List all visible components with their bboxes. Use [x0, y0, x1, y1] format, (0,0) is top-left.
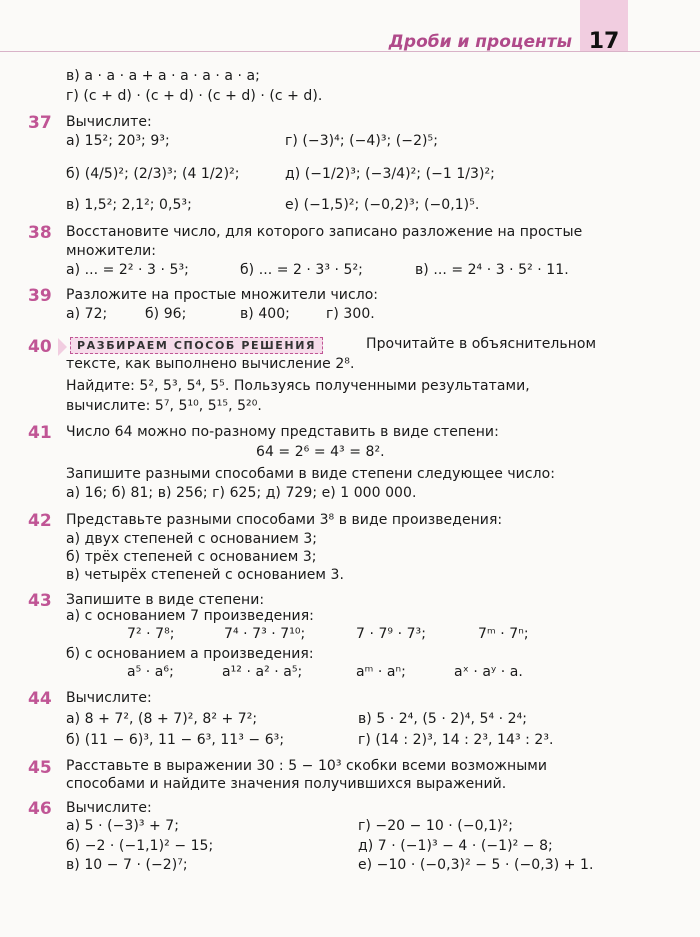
exercise-number: 45 [28, 758, 52, 778]
exercise-number: 38 [28, 223, 52, 243]
text-line: в) 5 · 2⁴, (5 · 2)⁴, 5⁴ · 2⁴; [358, 711, 527, 727]
text-line: aˣ · aʸ · a. [454, 664, 523, 680]
text-line: в) 1,5²; 2,1²; 0,5³; [66, 197, 192, 213]
text-line: 7⁴ · 7³ · 7¹⁰; [224, 626, 306, 642]
text-line: г) (c + d) · (c + d) · (c + d) · (c + d). [66, 88, 323, 104]
text-line: а) 16; б) 81; в) 256; г) 625; д) 729; е) 1 000 000. [66, 485, 417, 501]
exercise-number: 46 [28, 799, 52, 819]
exercise-number: 43 [28, 591, 52, 611]
text-line: в) 400; [240, 306, 290, 322]
text-line: Восстановите число, для которого записано разложение на простые [66, 224, 583, 240]
exercise-number: 41 [28, 423, 52, 443]
exercise-number: 42 [28, 511, 52, 531]
text-line: a⁵ · a⁶; [127, 664, 174, 680]
exercise-number: 39 [28, 286, 52, 306]
text-line: е) (−1,5)²; (−0,2)³; (−0,1)⁵. [285, 197, 480, 213]
text-line: способами и найдите значения получившихся выражений. [66, 776, 507, 792]
text-line: Прочитайте в объяснительном [366, 336, 597, 352]
text-line: б) −2 · (−1,1)² − 15; [66, 838, 214, 854]
exercise-number: 44 [28, 689, 52, 709]
page-number: 17 [588, 29, 620, 54]
text-line: Найдите: 5², 5³, 5⁴, 5⁵. Пользуясь полученными результатами, [66, 378, 530, 394]
text-line: вычислите: 5⁷, 5¹⁰, 5¹⁵, 5²⁰. [66, 398, 262, 414]
text-line: б) 96; [145, 306, 187, 322]
text-line: Представьте разными способами 3⁸ в виде произведения: [66, 512, 503, 528]
running-title: Дроби и проценты [388, 32, 572, 52]
text-line: г) −20 − 10 · (−0,1)²; [358, 818, 513, 834]
text-line: а) 15²; 20³; 9³; [66, 133, 170, 149]
text-line: Запишите в виде степени: [66, 592, 265, 608]
text-line: б) с основанием a произведения: [66, 646, 314, 662]
text-line: тексте, как выполнено вычисление 2⁸. [66, 356, 355, 372]
text-line: а) 8 + 7², (8 + 7)², 8² + 7²; [66, 711, 258, 727]
text-line: г) (14 : 2)³, 14 : 2³, 14³ : 2³. [358, 732, 554, 748]
text-line: б) трёх степеней с основанием 3; [66, 549, 317, 565]
text-line: 7 · 7⁹ · 7³; [356, 626, 426, 642]
text-line: в) a · a · a + a · a · a · a · a; [66, 68, 260, 84]
text-line: д) (−1/2)³; (−3/4)²; (−1 1/3)²; [285, 166, 495, 182]
text-line: множители: [66, 243, 157, 259]
text-line: Число 64 можно по-разному представить в виде степени: [66, 424, 499, 440]
text-line: Вычислите: [66, 690, 152, 706]
text-line: а) с основанием 7 произведения: [66, 608, 314, 624]
text-line: б) ... = 2 · 3³ · 5²; [240, 262, 363, 278]
text-line: в) четырёх степеней с основанием 3. [66, 567, 344, 583]
exercise-number: 37 [28, 113, 52, 133]
method-badge: РАЗБИРАЕМ СПОСОБ РЕШЕНИЯ [70, 337, 323, 354]
text-line: a¹² · a² · a⁵; [222, 664, 303, 680]
text-line: 7² · 7⁸; [127, 626, 175, 642]
text-line: г) (−3)⁴; (−4)³; (−2)⁵; [285, 133, 438, 149]
text-line: Вычислите: [66, 114, 152, 130]
text-line: г) 300. [326, 306, 375, 322]
text-line: Расставьте в выражении 30 : 5 − 10³ скобки всеми возможными [66, 758, 548, 774]
text-line: а) 72; [66, 306, 108, 322]
text-line: е) −10 · (−0,3)² − 5 · (−0,3) + 1. [358, 857, 594, 873]
text-line: д) 7 · (−1)³ − 4 · (−1)² − 8; [358, 838, 553, 854]
text-line: в) 10 − 7 · (−2)⁷; [66, 857, 188, 873]
text-line: 7ᵐ · 7ⁿ; [478, 626, 529, 642]
text-line: Запишите разными способами в виде степени следующее число: [66, 466, 555, 482]
badge-arrow [58, 338, 67, 356]
text-line: а) двух степеней с основанием 3; [66, 531, 318, 547]
text-line: Вычислите: [66, 800, 152, 816]
text-line: Разложите на простые множители число: [66, 287, 379, 303]
text-line: б) (11 − 6)³, 11 − 6³, 11³ − 6³; [66, 732, 285, 748]
text-line: aᵐ · aⁿ; [356, 664, 406, 680]
text-line: а) ... = 2² · 3 · 5³; [66, 262, 189, 278]
text-line: б) (4/5)²; (2/3)³; (4 1/2)²; [66, 166, 240, 182]
text-line: а) 5 · (−3)³ + 7; [66, 818, 180, 834]
text-line: 64 = 2⁶ = 4³ = 8². [256, 444, 385, 460]
exercise-number: 40 [28, 337, 52, 357]
text-line: в) ... = 2⁴ · 3 · 5² · 11. [415, 262, 569, 278]
